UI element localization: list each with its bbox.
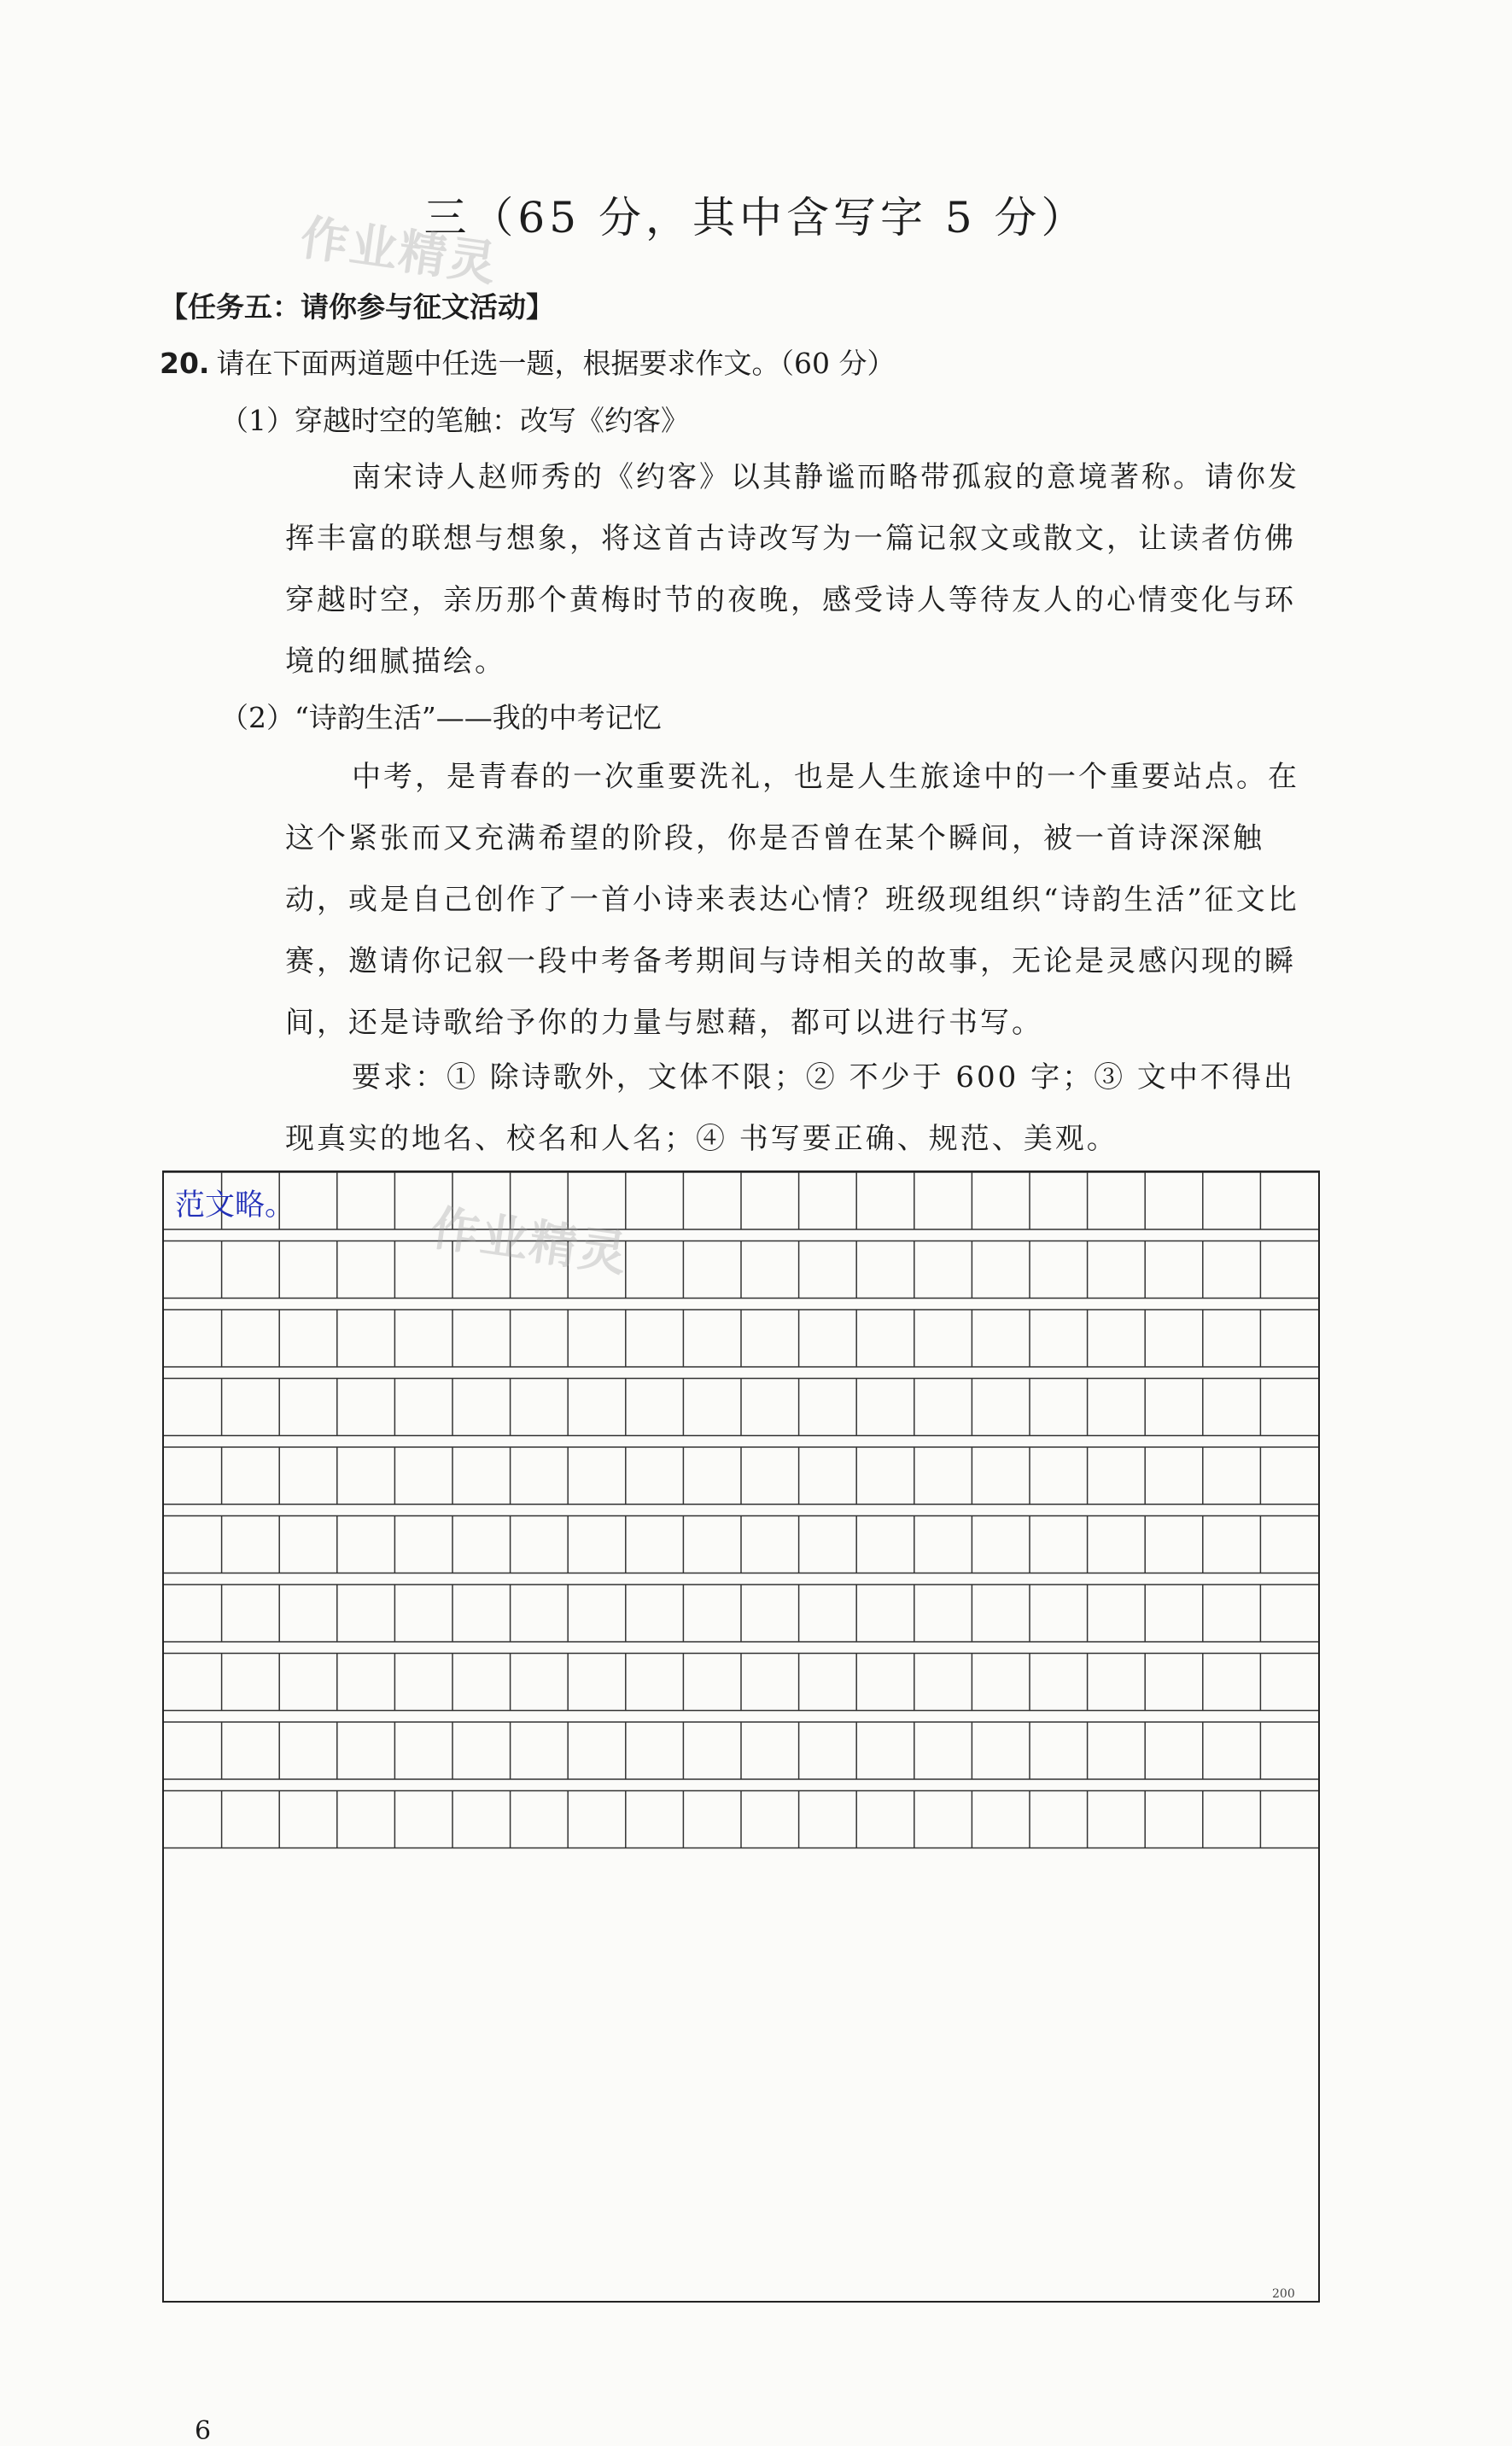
- question-20: [160, 342, 895, 382]
- watermark: 作业精灵: [296, 210, 501, 293]
- question-number: 20.: [160, 347, 210, 380]
- page-number: 6: [195, 2416, 212, 2446]
- option-1-body: 南宋诗人赵师秀的《约客》以其静谧而略带孤寂的意境著称。请你发挥丰富的联想与想象，将这首古诗改写为一篇记叙文或散文，让读者仿佛穿越时空，亲历那个黄梅时节的夜晚，感受诗人等待友人的心情变化与环境的细腻描绘。: [285, 460, 1299, 679]
- question-prompt: 请在下面两道题中任选一题，根据要求作文。（60 分）: [216, 347, 896, 380]
- task-heading: 【任务五：请你参与征文活动】: [160, 290, 554, 324]
- option-1-title: （1）穿越时空的笔触：改写《约客》: [220, 404, 689, 437]
- requirements: 要求：① 除诗歌外，文体不限；② 不少于 600 字；③ 文中不得出现真实的地名、校名和人名；④ 书写要正确、规范、美观。: [285, 1060, 1295, 1156]
- section-title: 三（65 分，其中含写字 5 分）: [423, 193, 1089, 242]
- option-2-title: （2）“诗韵生活”——我的中考记忆: [220, 701, 662, 734]
- writing-grid[interactable]: [162, 1170, 1320, 2303]
- sample-answer: 范文略。: [175, 1188, 295, 1223]
- grid-lines: [164, 1172, 1322, 2304]
- watermark-grid: 作业精灵: [427, 1200, 632, 1283]
- option-2-body: 中考，是青春的一次重要洗礼，也是人生旅途中的一个重要站点。在这个紧张而又充满希望的阶段，你是否曾在某个瞬间，被一首诗深深触动，或是自己创作了一首小诗来表达心情？班级现组织“诗韵生活”征文比赛，邀请你记叙一段中考备考期间与诗相关的故事，无论是灵感闪现的瞬间，还是诗歌给予你的力量与慰藉，都可以进行书写。: [285, 760, 1299, 1040]
- word-count-marker: 200: [1272, 2287, 1295, 2301]
